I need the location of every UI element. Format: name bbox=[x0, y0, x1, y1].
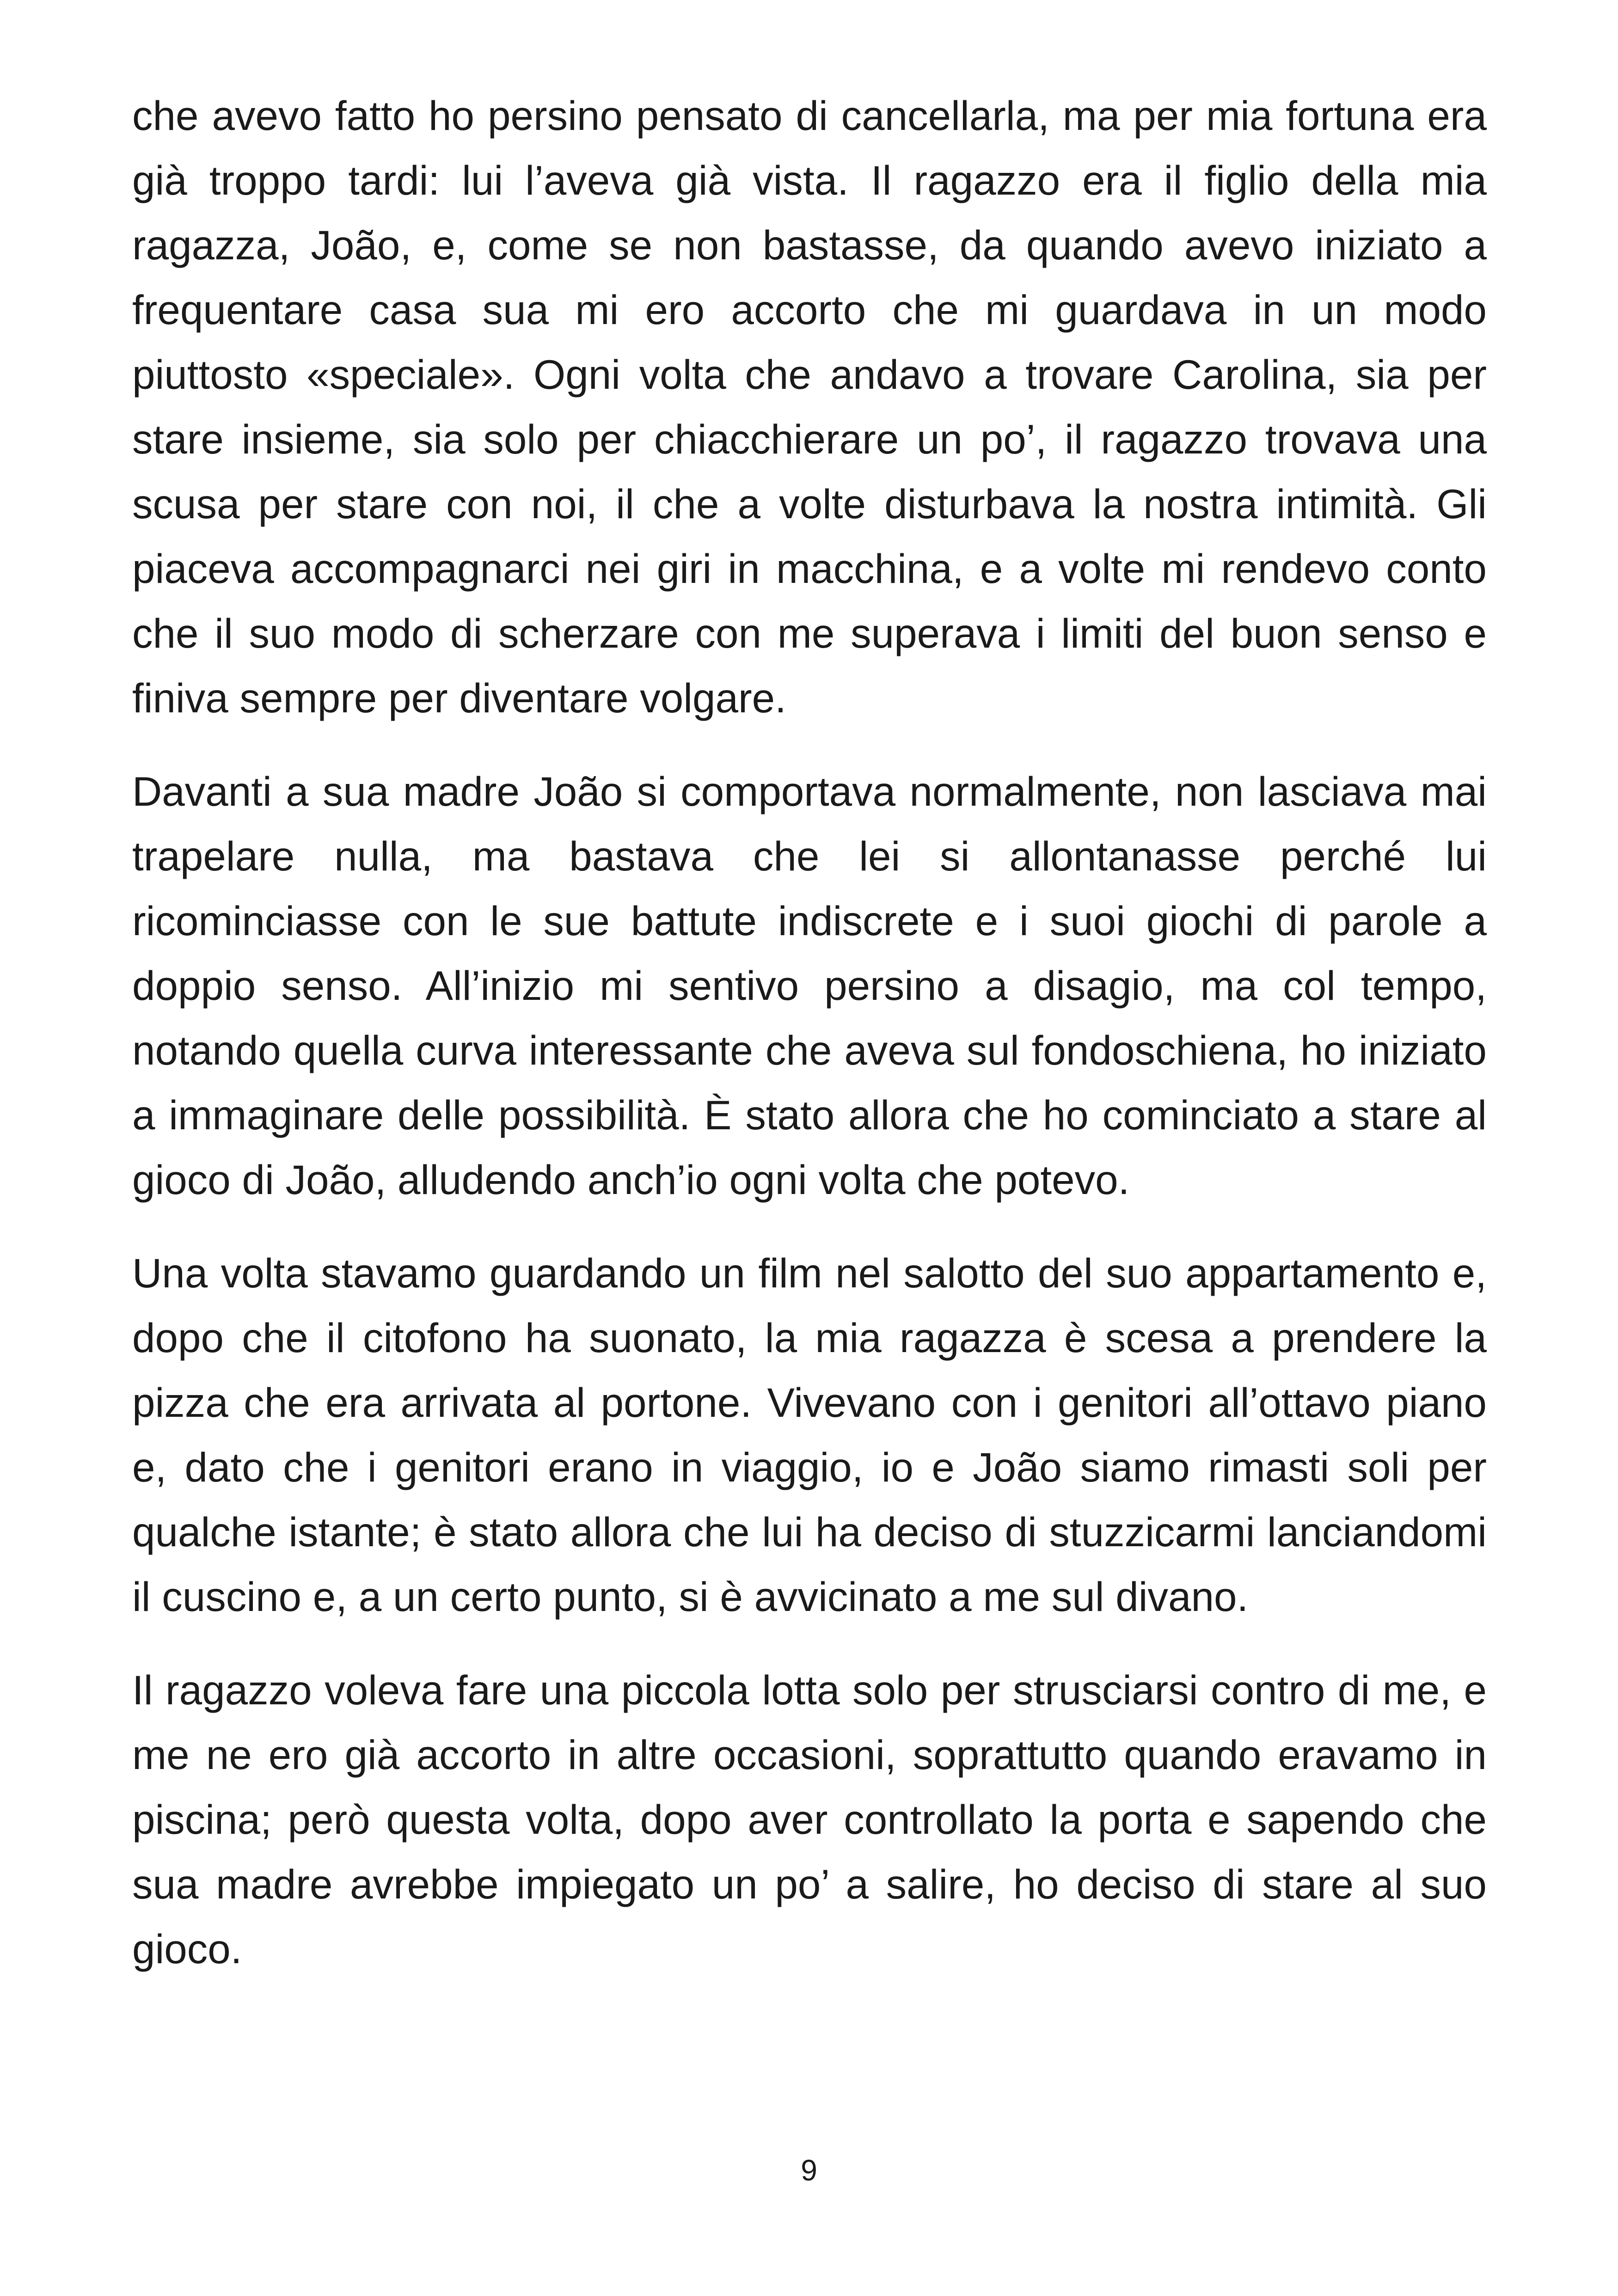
paragraph-2: Davanti a sua madre João si comportava normalmente, non lasciava mai trapelare nulla, ma bastava che lei si allontanasse perché lui ricominciasse con le sue battute indiscrete e i suoi giochi di parole a doppio senso. All’inizio mi sentivo persino a disagio, ma col tempo, notando quella curva interessante che aveva sul fondoschiena, ho iniziato a immaginare delle possibilità. È stato allora che ho cominciato a stare al gioco di João, alludendo anch’io ogni volta che potevo. bbox=[132, 768, 1487, 1203]
page-number: 9 bbox=[801, 2154, 817, 2187]
paragraph-4: Il ragazzo voleva fare una piccola lotta solo per strusciarsi contro di me, e me ne ero già accorto in altre occasioni, soprattutto quando eravamo in piscina; però questa volta, dopo aver controllato la porta e sapendo che sua madre avrebbe impiegato un po’ a salire, ho deciso di stare al suo gioco. bbox=[132, 1667, 1487, 1972]
paragraph-3: Una volta stavamo guardando un film nel salotto del suo appartamento e, dopo che il citofono ha suonato, la mia ragazza è scesa a prendere la pizza che era arrivata al portone. Vivevano con i genitori all’ottavo piano e, dato che i genitori erano in viaggio, io e João siamo rimasti soli per qualche istante; è stato allora che lui ha deciso di stuzzicarmi lanciandomi il cuscino e, a un certo punto, si è avvicinato a me sul divano. bbox=[132, 1250, 1487, 1620]
body-text bbox=[132, 83, 1487, 1981]
paragraph-1: che avevo fatto ho persino pensato di cancellarla, ma per mia fortuna era già troppo tardi: lui l’aveva già vista. Il ragazzo era il figlio della mia ragazza, João, e, come se non bastasse, da quando avevo iniziato a frequentare casa sua mi ero accorto che mi guardava in un modo piuttosto «speciale». Ogni volta che andavo a trovare Carolina, sia per stare insieme, sia solo per chiacchierare un po’, il ragazzo trovava una scusa per stare con noi, il che a volte disturbava la nostra intimità. Gli piaceva accompagnarci nei giri in macchina, e a volte mi rendevo conto che il suo modo di scherzare con me superava i limiti del buon senso e finiva sempre per diventare volgare. bbox=[132, 92, 1487, 721]
